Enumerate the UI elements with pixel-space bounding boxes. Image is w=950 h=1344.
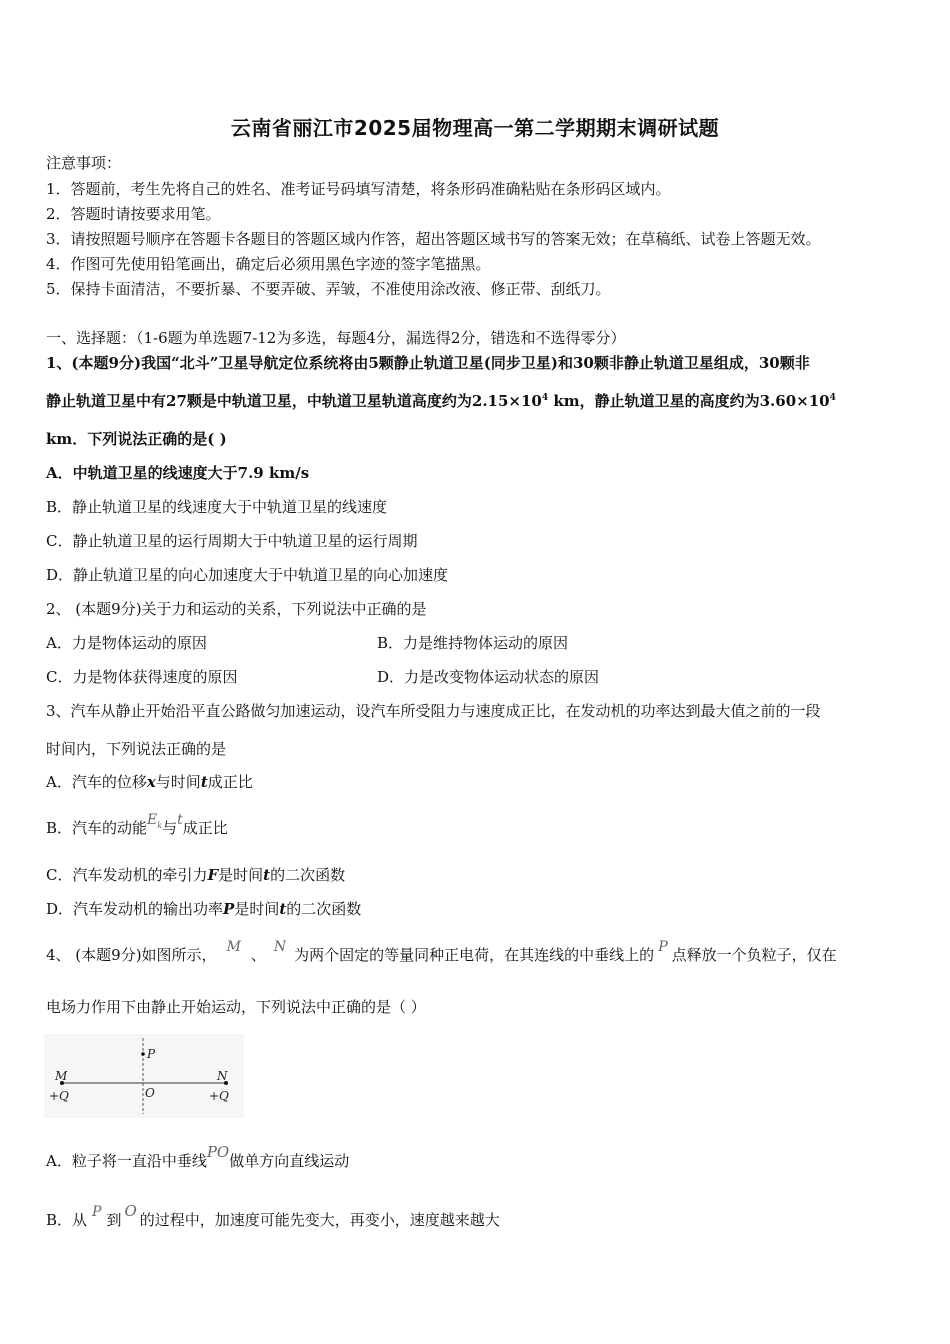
notice-item: 5．保持卡面清洁，不要折暴、不要弄破、弄皱，不准使用涂改液、修正带、刮纸刀。 (46, 280, 611, 298)
page-title: 云南省丽江市2025届物理高一第二学期期末调研试题 (230, 116, 720, 140)
q4-option-a: A．粒子将一直沿中垂线PO做单方向直线运动 (46, 1143, 350, 1170)
q1-stem-line2: 静止轨道卫星中有27颗是中轨道卫星，中轨道卫星轨道高度约为$2.15\times 10^4$ km，静止轨道卫星的高度约为$3.60\times 10^4$ (46, 392, 836, 410)
q2-option-b: B．力是维持物体运动的原因 (377, 634, 569, 652)
q2-option-d: D．力是改变物体运动状态的原因 (377, 668, 600, 686)
kinetic-energy-symbol: $E_k$ (147, 812, 163, 830)
q1-option-d: D．静止轨道卫星的向心加速度大于中轨道卫星的向心加速度 (46, 566, 449, 584)
q1-stem-line1: 1、(本题9分)我国“北斗”卫星导航定位系统将由5颗静止轨道卫星(同步卫星)和30颗非静止轨道卫星组成，30颗非 (46, 354, 810, 372)
q3-option-a: A．汽车的位移x与时间t成正比 (46, 773, 253, 791)
q2-option-c: C．力是物体获得速度的原因 (46, 668, 238, 686)
notice-heading: 注意事项： (46, 154, 122, 172)
q1-option-a: A．中轨道卫星的线速度大于7.9 km/s (46, 464, 310, 482)
label-n: N (217, 1069, 228, 1083)
section-heading: 一、选择题：（1-6题为单选题7-12为多选，每题4分，漏选得2分，错选和不选得零分） (46, 329, 626, 347)
label-o: O (145, 1086, 155, 1100)
q1-stem-line3: km．下列说法正确的是( ) (46, 430, 227, 448)
q1-option-b: B．静止轨道卫星的线速度大于中轨道卫星的线速度 (46, 498, 388, 516)
diagram-background (44, 1034, 244, 1118)
charge-n-label: +Q (209, 1089, 229, 1103)
label-p: P (147, 1047, 156, 1061)
q3-option-b: B．汽车的动能$E_k$与t成正比 (46, 812, 228, 837)
notice-item: 3．请按照题号顺序在答题卡各题目的答题区域内作答，超出答题区域书写的答案无效；在草稿纸、试卷上答题无效。 (46, 230, 821, 248)
q4-stem-line2: 电场力作用下由静止开始运动，下列说法中正确的是（ ） (46, 998, 426, 1016)
notice-item: 4．作图可先使用铅笔画出，确定后必须用黑色字迹的签字笔描黑。 (46, 255, 491, 273)
charge-diagram (44, 1034, 244, 1118)
notice-item: 2．答题时请按要求用笔。 (46, 205, 221, 223)
notice-item: 1．答题前，考生先将自己的姓名、准考证号码填写清楚，将条形码准确粘贴在条形码区域内。 (46, 180, 671, 198)
label-m: M (55, 1069, 68, 1083)
charge-m-label: +Q (49, 1089, 69, 1103)
q4-stem-line1: 4、 (本题9分)如图所示， M 、 N 为两个固定的等量同种正电荷，在其连线的中垂线上的 P 点释放一个负粒子，仅在 (46, 939, 837, 964)
q4-option-b: B．从 P 到 O 的过程中，加速度可能先变大，再变小，速度越来越大 (46, 1202, 500, 1229)
q2-stem: 2、 (本题9分)关于力和运动的关系，下列说法中正确的是 (46, 600, 427, 618)
q3-option-c: C．汽车发动机的牵引力F是时间t的二次函数 (46, 866, 346, 884)
q2-option-a: A．力是物体运动的原因 (46, 634, 207, 652)
point-p (141, 1052, 145, 1056)
q3-stem-line2: 时间内，下列说法正确的是 (46, 740, 227, 758)
q1-option-c: C．静止轨道卫星的运行周期大于中轨道卫星的运行周期 (46, 532, 418, 550)
q3-stem-line1: 3、汽车从静止开始沿平直公路做匀加速运动，设汽车所受阻力与速度成正比，在发动机的功率达到最大值之前的一段 (46, 702, 821, 720)
q3-option-d: D．汽车发动机的输出功率P是时间t的二次函数 (46, 900, 362, 918)
